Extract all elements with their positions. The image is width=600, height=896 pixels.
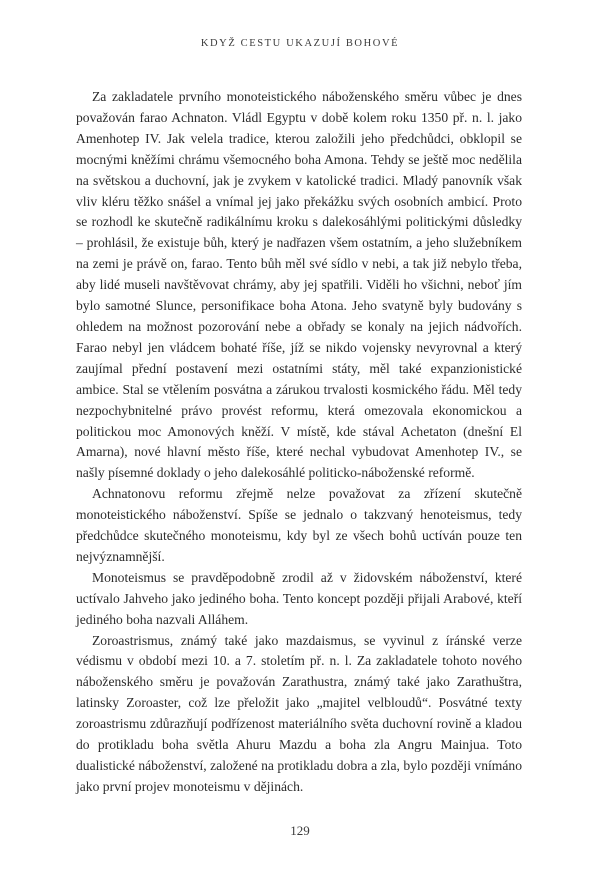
- page-number: 129: [290, 823, 310, 838]
- running-head: KDYŽ CESTU UKAZUJÍ BOHOVÉ: [200, 38, 400, 49]
- paragraph-1: Za zakladatele prvního monoteistického náboženského směru vůbec je dnes považován farao Achnaton. Vládl Egyptu v době kolem roku 1350 př. n. l. jako Amenhotep IV. Jak velela tradice, kterou založili jeho předchůdci, obklopil se mocnými kněžími chrámu všemocného boha Amona. Tehdy se ještě moc nedělila na světskou a duchovní, jak je zvykem v katolické tradici. Mladý panovník však vliv kléru těžko snášel a vnímal jej jako překážku svých osobních ambicí. Proto se rozhodl ke skutečně radikálnímu kroku s dalekosáhlými politickými důsledky – prohlásil, že existuje bůh, který je nadřazen všem ostatním, a jeho služebníkem na zemi je právě on, farao. Tento bůh měl své sídlo v nebi, a tak již nebylo třeba, aby lidé museli navštěvovat chrámy, aby jej spatřili. Viděli ho všichni, neboť jím bylo samotné Slunce, personifikace boha Atona. Jeho svatyně byly budovány s ohledem na možnost pozorování nebe a obřady se konaly na jejich nádvořích. Farao nebyl jen vládcem bohaté říše, jíž se nikdo vojensky nevyrovnal a který zaujímal přední postavení mezi ostatními státy, měl také expanzionistické ambice. Stal se vtělením posvátna a zárukou trvalosti kosmického řádu. Měl tedy nezpochybnitelné právo provést reformu, která omezovala ekonomickou a politickou moc Amonových kněží. V místě, kde stával Achetaton (dnešní El Amarna), nové hlavní město říše, které nechal vybudovat Amenhotep IV., se našly písemné doklady o jeho dalekosáhlé politicko-náboženské reformě.: [76, 89, 522, 481]
- paragraph-2: Achnatonovu reformu zřejmě nelze považovat za zřízení skutečně monoteistického náboženství. Spíše se jednalo o takzvaný henoteismus, tedy předchůdce skutečného monoteismu, kdy byl ze všech bohů uctíván pouze ten nejvýznamnější.: [76, 486, 522, 564]
- body-text: [76, 87, 522, 798]
- paragraph-3: Monoteismus se pravděpodobně zrodil až v židovském náboženství, které uctívalo Jahveho jako jediného boha. Tento koncept později přijali Arabové, kteří jediného boha nazvali Alláhem.: [76, 569, 522, 627]
- paragraph-4: Zoroastrismus, známý také jako mazdaismus, se vyvinul z íránské verze védismu v období mezi 10. a 7. stoletím př. n. l. Za zakladatele tohoto nového náboženského směru je považován Zarathustra, známý také jako Zarathuštra, latinsky Zoroaster, což lze přeložit jako „majitel velbloudů“. Posvátné texty zoroastrismu zdůrazňují podřízenost materiálního světa duchovní rovině a kladou do protikladu boha světla Ahuru Mazdu a boha zla Angru Mainjua. Toto dualistické náboženství, založené na protikladu dobra a zla, bylo později vnímáno jako první projev monoteismu v dějinách.: [76, 632, 522, 794]
